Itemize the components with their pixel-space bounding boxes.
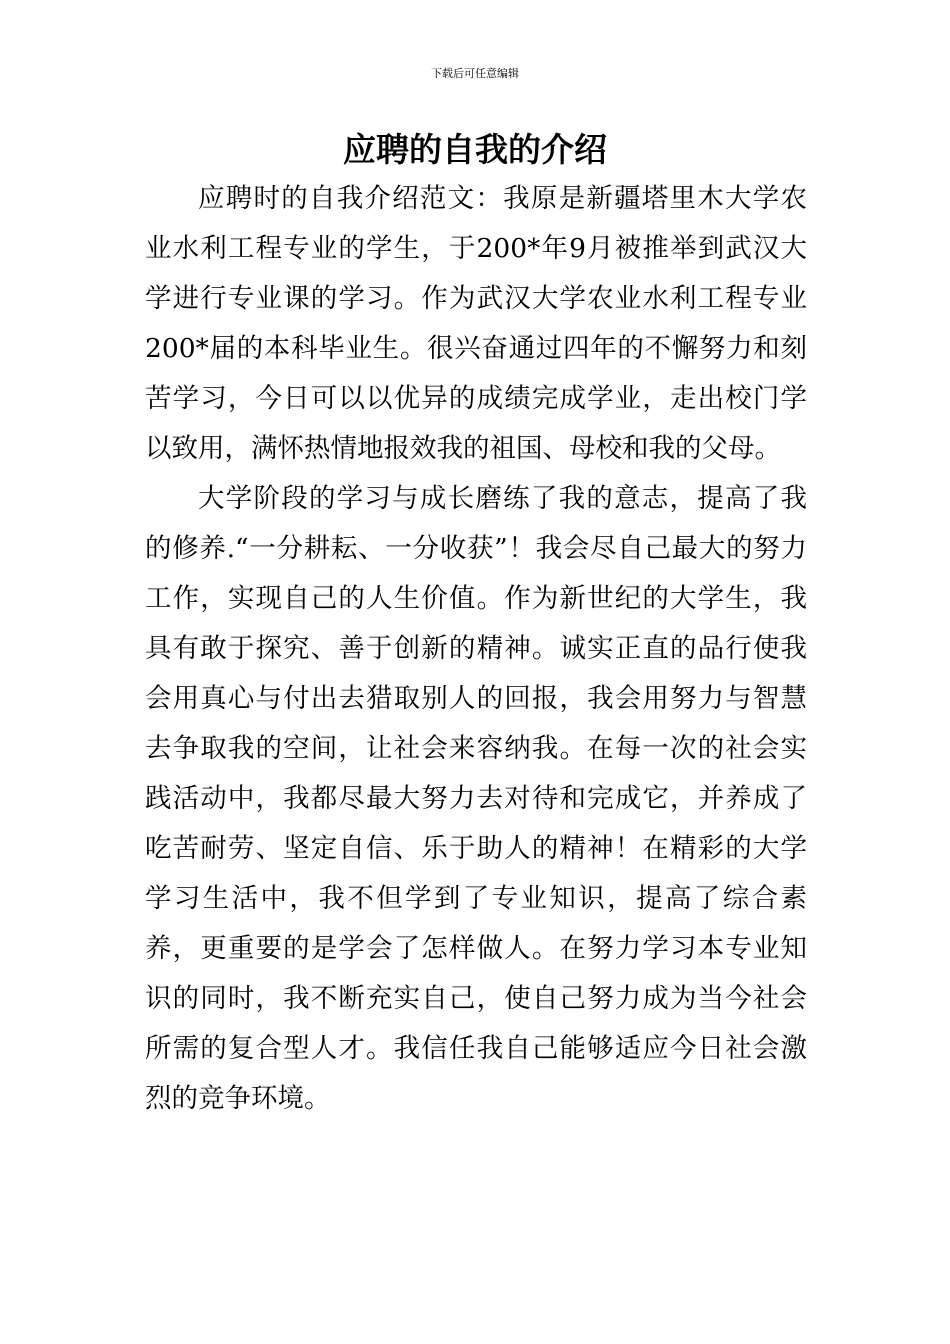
paragraph-2: 大学阶段的学习与成长磨练了我的意志，提高了我的修养.“一分耕耘、一分收获”！我会尽自己最大的努力工作，实现自己的人生价值。作为新世纪的大学生，我具有敢于探究、善于创新的精神。诚实正直的品行使我会用真心与付出去猎取别人的回报，我会用努力与智慧去争取我的空间，让社会来容纳我。在每一次的社会实践活动中，我都尽最大努力去对待和完成它，并养成了吃苦耐劳、坚定自信、乐于助人的精神！在精彩的大学学习生活中，我不但学到了专业知识，提高了综合素养，更重要的是学会了怎样做人。在努力学习本专业知识的同时，我不断充实自己，使自己努力成为当今社会所需的复合型人才。我信任我自己能够适应今日社会激烈的竞争环境。 (145, 483, 807, 1114)
document-body (145, 174, 807, 1124)
paragraph-1: 应聘时的自我介绍范文：我原是新疆塔里木大学农业水利工程专业的学生，于200*年9月被推举到武汉大学进行专业课的学习。作为武汉大学农业水利工程专业200*届的本科毕业生。很兴奋通过四年的不懈努力和刻苦学习，今日可以以优异的成绩完成学业，走出校门学以致用，满怀热情地报效我的祖国、母校和我的父母。 (145, 183, 807, 464)
page-header-note: 下载后可任意编辑 (431, 67, 519, 80)
document-title: 应聘的自我的介绍 (343, 130, 607, 169)
